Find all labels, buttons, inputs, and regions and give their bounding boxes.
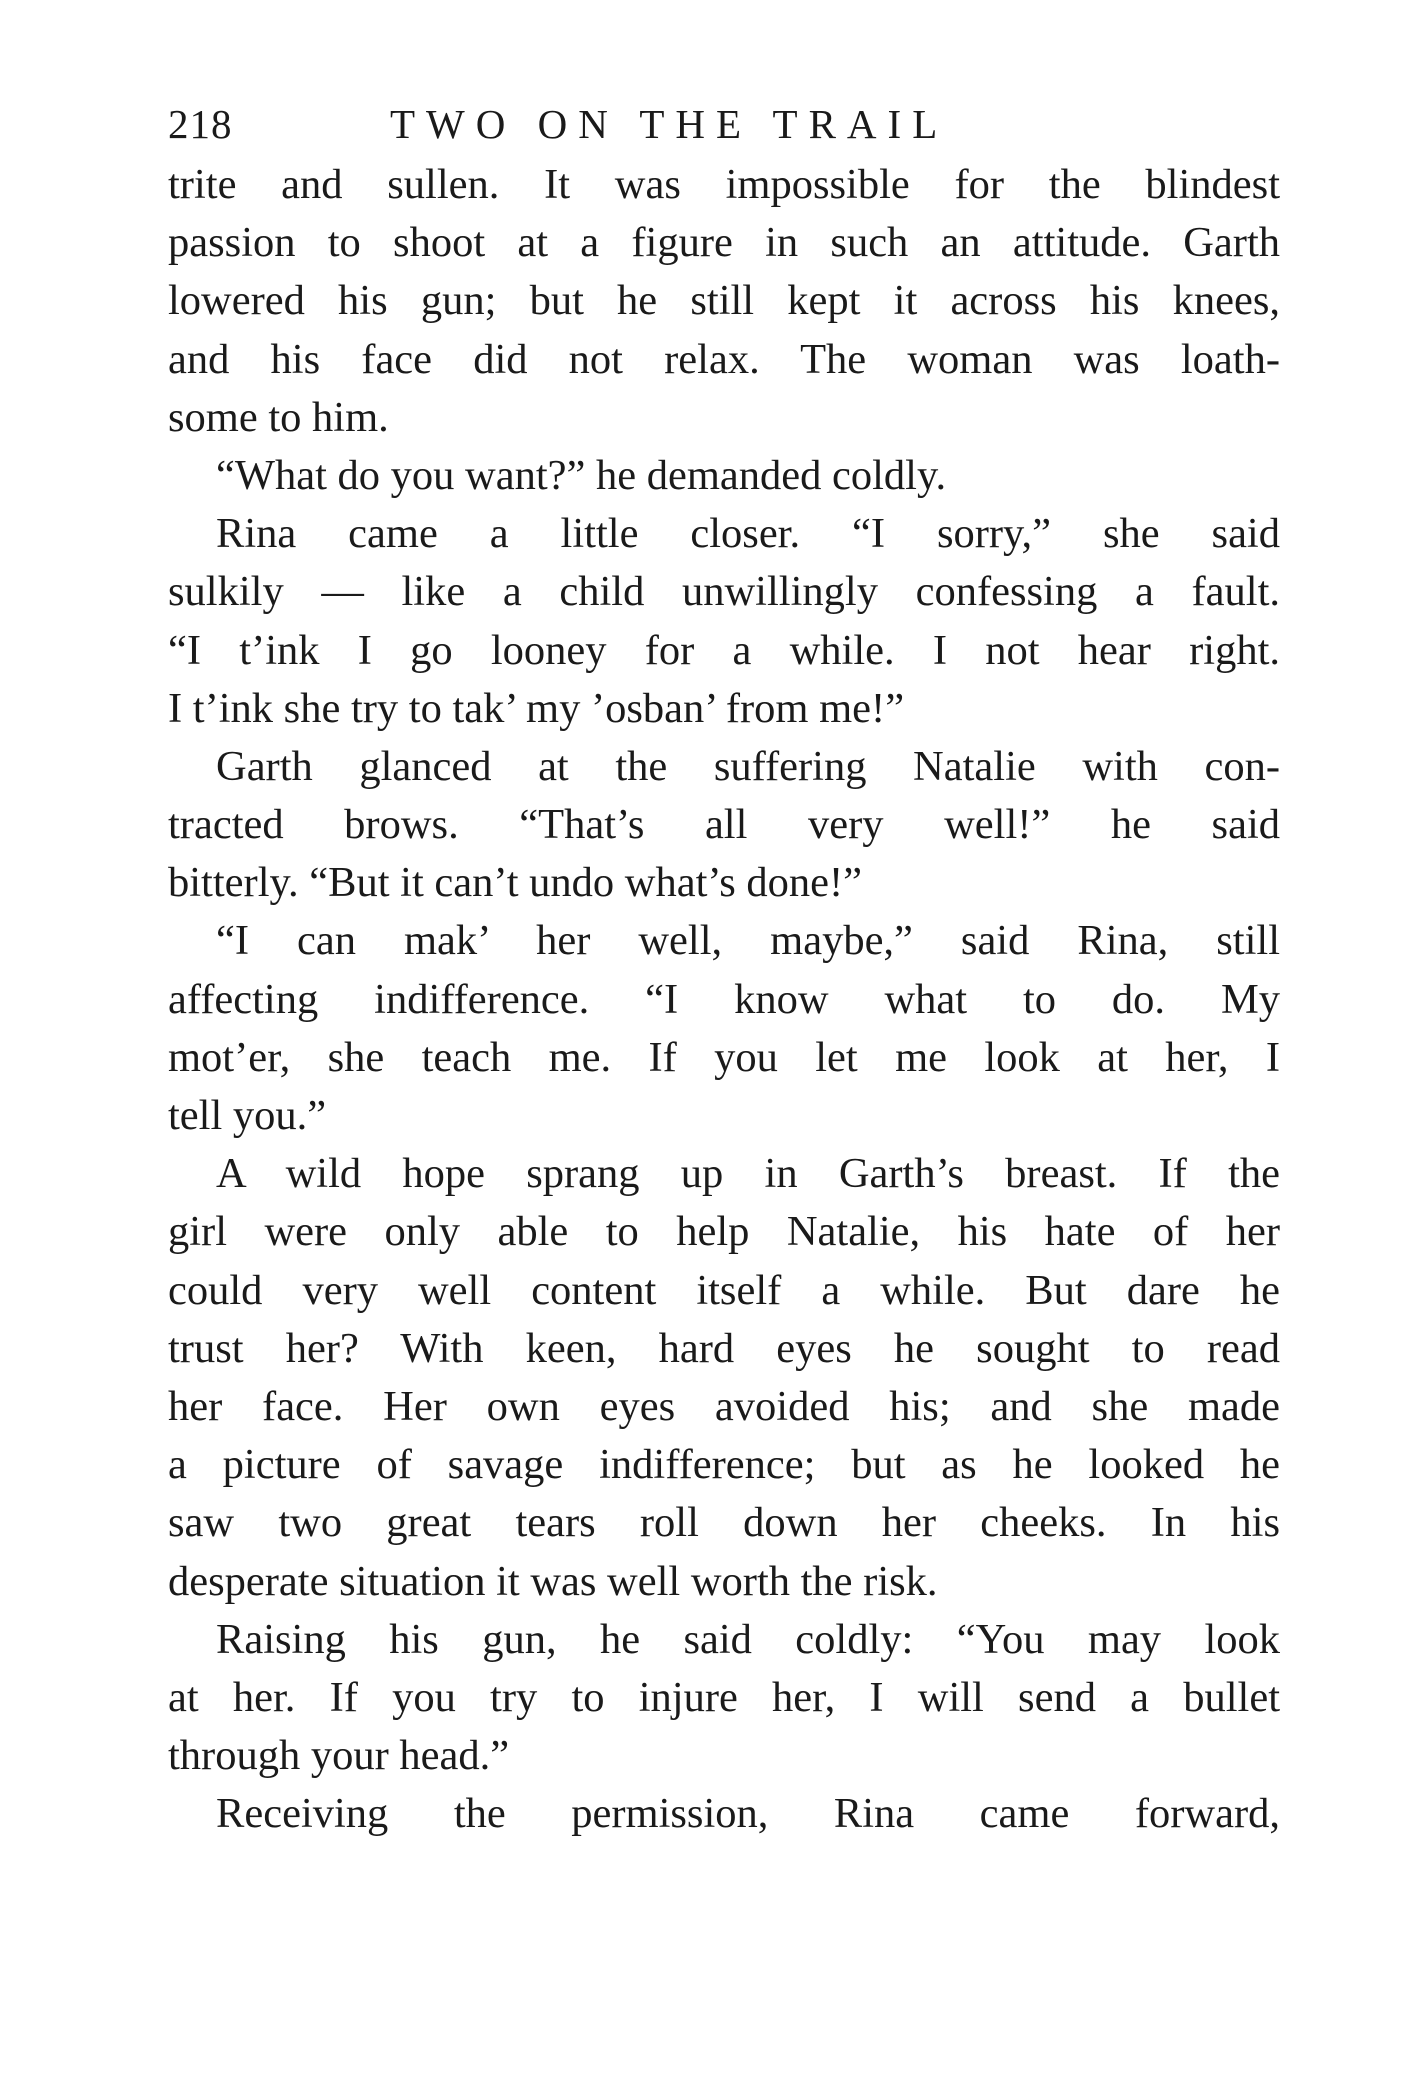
text-line: sulkily — like a child unwillingly confessing a fault. [168,568,1280,616]
text-line: trust her? With keen, hard eyes he sought to read [168,1324,1280,1372]
text-line: some to him. [168,393,389,441]
body-text [168,156,1280,1843]
text-line: Rina came a little closer. “I sorry,” she said [216,510,1280,558]
running-title: TWO ON THE TRAIL [390,101,949,147]
text-line: bitterly. “But it can’t undo what’s done!” [168,859,863,907]
text-line: A wild hope sprang up in Garth’s breast. If the [216,1150,1280,1198]
text-line: tracted brows. “That’s all very well!” he said [168,801,1280,849]
text-line: trite and sullen. It was impossible for the blindest [168,161,1280,208]
text-line: “What do you want?” he demanded coldly. [216,451,947,499]
text-line: saw two great tears roll down her cheeks. In his [168,1499,1280,1547]
page-number: 218 [168,101,233,147]
text-line: affecting indifference. “I know what to do. My [168,975,1280,1023]
book-page [168,92,1280,1843]
text-line: at her. If you try to injure her, I will send a bullet [168,1673,1280,1721]
text-line: “I can mak’ her well, maybe,” said Rina, still [216,917,1280,965]
text-line: her face. Her own eyes avoided his; and she made [168,1382,1280,1430]
text-line: passion to shoot at a figure in such an attitude. Garth [168,219,1280,267]
text-line: I t’ink she try to tak’ my ’osban’ from me!” [168,684,905,732]
text-line: desperate situation it was well worth the risk. [168,1557,938,1605]
running-head [168,92,1280,156]
text-line: girl were only able to help Natalie, his hate of her [168,1208,1280,1256]
text-line: and his face did not relax. The woman was loath- [168,335,1280,383]
text-line: Garth glanced at the suffering Natalie with con- [216,742,1280,790]
text-line: a picture of savage indifference; but as he looked he [168,1441,1280,1489]
text-line: Receiving the permission, Rina came forward, [216,1790,1280,1838]
text-line: lowered his gun; but he still kept it across his knees, [168,277,1280,325]
text-line: mot’er, she teach me. If you let me look at her, I [168,1033,1280,1081]
text-line: Raising his gun, he said coldly: “You may look [216,1615,1280,1663]
text-line: through your head.” [168,1732,510,1780]
text-line: “I t’ink I go looney for a while. I not hear right. [168,626,1280,674]
text-line: tell you.” [168,1092,327,1139]
text-line: could very well content itself a while. But dare he [168,1266,1280,1314]
